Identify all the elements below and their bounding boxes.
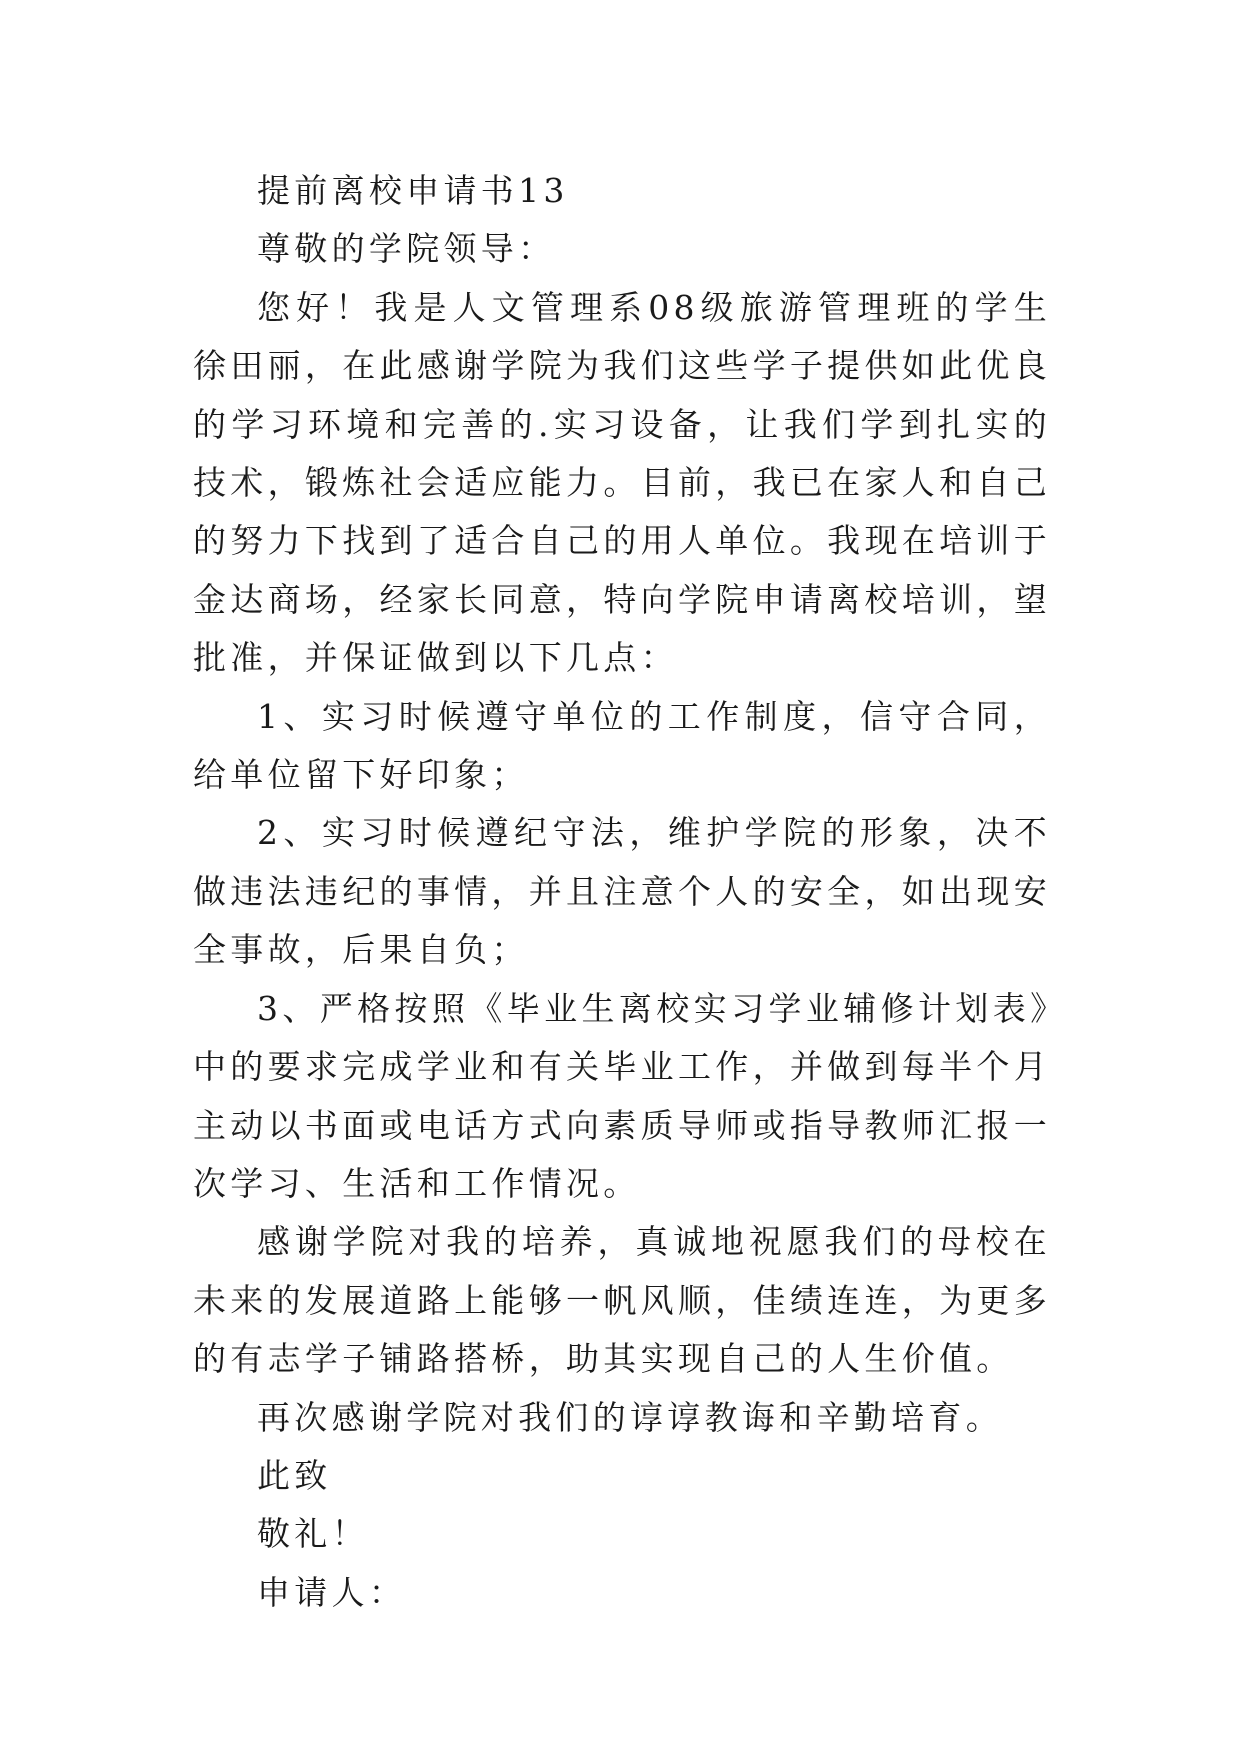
paragraph-final-thanks: 再次感谢学院对我们的谆谆教诲和辛勤培育。 [257,1397,1003,1437]
signature-label: 申请人： [257,1572,407,1612]
closing-ci-zhi: 此致 [257,1455,332,1495]
closing-jing-li: 敬礼！ [257,1514,369,1554]
paragraph-item-2: 2、实习时候遵纪守法，维护学院的形象，决不做违法违纪的事情，并且注意个人的安全，如出现安全事故，后果自负； [193,813,1051,970]
paragraph-item-3: 3、严格按照《毕业生离校实习学业辅修计划表》中的要求完成学业和有关毕业工作，并做到每半个月主动以书面或电话方式向素质导师或指导教师汇报一次学习、生活和工作情况。 [193,988,1051,1203]
paragraph-thanks: 感谢学院对我的培养，真诚地祝愿我们的母校在未来的发展道路上能够一帆风顺，佳绩连连，为更多的有志学子铺路搭桥，助其实现自己的人生价值。 [193,1222,1051,1379]
document-body [193,162,1051,1622]
paragraph-item-1: 1、实习时候遵守单位的工作制度，信守合同，给单位留下好印象； [193,696,1051,795]
salutation: 尊敬的学院领导： [257,229,556,269]
paragraph-intro: 您好！我是人文管理系08级旅游管理班的学生徐田丽，在此感谢学院为我们这些学子提供如此优良的学习环境和完善的.实习设备，让我们学到扎实的技术，锻炼社会适应能力。目前，我已在家人和自己的努力下找到了适合自己的用人单位。我现在培训于金达商场，经家长同意，特向学院申请离校培训，望批准，并保证做到以下几点： [193,287,1051,678]
document-title: 提前离校申请书13 [257,171,569,210]
